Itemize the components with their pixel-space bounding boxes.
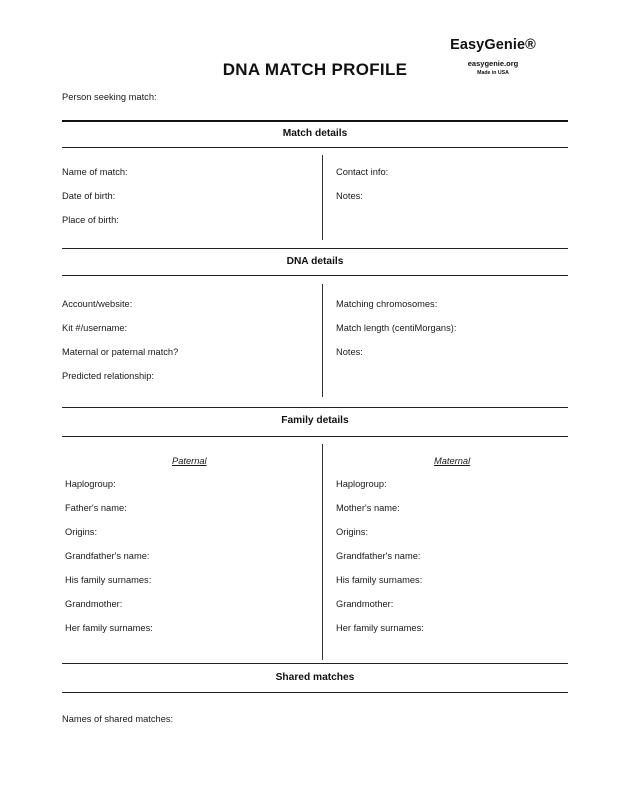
field-maternal-his-family-surnames: His family surnames: <box>336 575 423 585</box>
field-predicted-relationship: Predicted relationship: <box>62 371 154 381</box>
field-maternal-grandfathers-name: Grandfather's name: <box>336 551 421 561</box>
column-divider-match-details <box>322 155 323 240</box>
field-paternal-origins: Origins: <box>65 527 98 537</box>
column-divider-dna-details <box>322 284 323 397</box>
brand-url: easygenie.org <box>467 58 519 68</box>
field-paternal-haplogroup: Haplogroup: <box>65 479 116 489</box>
field-maternal-grandmother: Grandmother: <box>336 599 394 609</box>
field-paternal-his-family-surnames: His family surnames: <box>65 575 152 585</box>
divider-under-family-details-heading <box>62 436 568 437</box>
field-account-website: Account/website: <box>62 299 133 309</box>
field-matching-chromosomes: Matching chromosomes: <box>336 299 438 309</box>
field-mothers-name: Mother's name: <box>336 503 400 513</box>
field-match-length: Match length (centiMorgans): <box>336 323 457 333</box>
divider-top-match-details <box>62 120 568 122</box>
divider-top-family-details <box>62 407 568 408</box>
section-heading-shared-matches: Shared matches <box>275 672 355 683</box>
divider-under-dna-details-heading <box>62 275 568 276</box>
brand-name: EasyGenie® <box>450 37 536 53</box>
section-heading-match-details: Match details <box>282 128 348 139</box>
field-paternal-grandmother: Grandmother: <box>65 599 123 609</box>
column-head-maternal: Maternal <box>434 456 471 466</box>
brand-made-in: Made in USA <box>477 69 509 76</box>
section-heading-family-details: Family details <box>281 415 349 426</box>
divider-under-match-details-heading <box>62 147 568 148</box>
field-maternal-her-family-surnames: Her family surnames: <box>336 623 424 633</box>
field-date-of-birth: Date of birth: <box>62 191 116 201</box>
divider-under-shared-matches-heading <box>62 692 568 693</box>
field-match-notes: Notes: <box>336 191 363 201</box>
field-names-of-shared-matches: Names of shared matches: <box>62 714 174 724</box>
section-heading-dna-details: DNA details <box>286 256 344 267</box>
person-seeking-match-label: Person seeking match: <box>62 92 157 102</box>
field-dna-notes: Notes: <box>336 347 363 357</box>
divider-top-shared-matches <box>62 663 568 664</box>
field-contact-info: Contact info: <box>336 167 389 177</box>
field-maternal-haplogroup: Haplogroup: <box>336 479 387 489</box>
divider-top-dna-details <box>62 248 568 249</box>
field-paternal-grandfathers-name: Grandfather's name: <box>65 551 150 561</box>
column-divider-family-details <box>322 444 323 660</box>
column-head-paternal: Paternal <box>172 456 207 466</box>
page-title: DNA MATCH PROFILE <box>222 60 408 79</box>
field-maternal-or-paternal: Maternal or paternal match? <box>62 347 179 357</box>
field-name-of-match: Name of match: <box>62 167 128 177</box>
field-kit-username: Kit #/username: <box>62 323 128 333</box>
field-place-of-birth: Place of birth: <box>62 215 119 225</box>
field-paternal-her-family-surnames: Her family surnames: <box>65 623 153 633</box>
field-fathers-name: Father's name: <box>65 503 127 513</box>
field-maternal-origins: Origins: <box>336 527 369 537</box>
